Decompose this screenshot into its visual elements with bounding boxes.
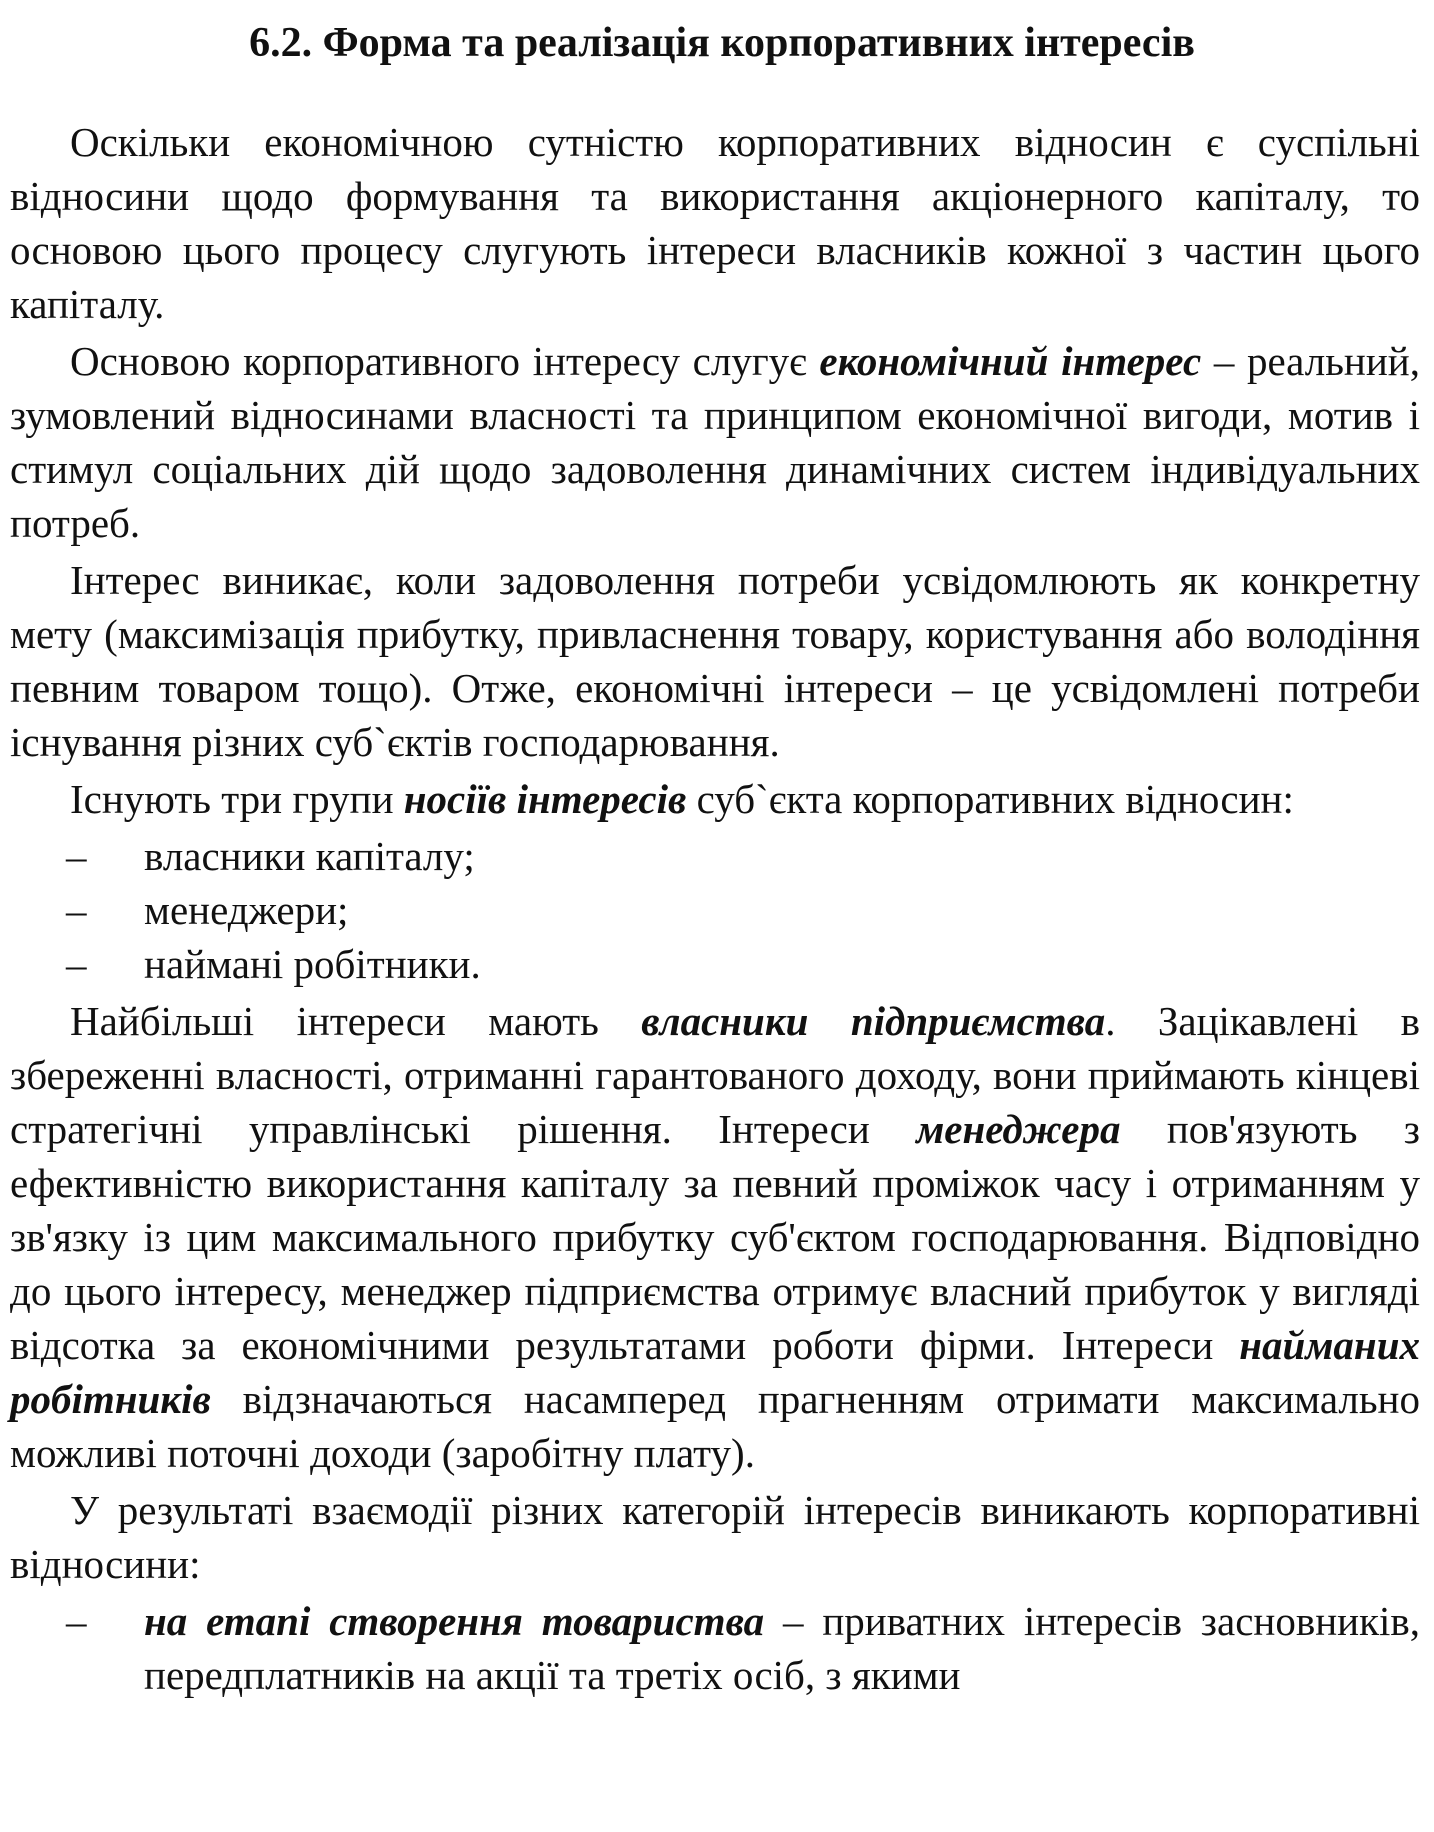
list-item: [10, 1594, 1420, 1702]
term-enterprise-owners: власники підприємства: [641, 998, 1106, 1044]
list-item-text: власники капіталу;: [144, 833, 475, 879]
paragraph-4-text-end: суб`єкта корпоративних відносин:: [686, 776, 1294, 822]
list-dash: –: [66, 887, 87, 933]
paragraph-4-text: Існують три групи: [70, 776, 404, 822]
list-dash: –: [66, 1598, 87, 1644]
document-page: [10, 18, 1420, 1705]
paragraph-6: У результаті взаємодії різних категорій інтересів виникають корпоративні відносини:: [10, 1487, 1420, 1587]
term-creation-stage: на етапі створення товариства: [144, 1598, 765, 1644]
term-manager: менеджера: [916, 1106, 1121, 1152]
paragraph-2: [10, 334, 1420, 550]
term-hired-workers: найманих робітників: [10, 1322, 1420, 1422]
list-item: [10, 829, 1420, 883]
list-item: [10, 937, 1420, 991]
paragraph-2-text-end: – реальний, зумовлений відносинами власності та принципом економічної вигоди, мотив і стимул соціальних дій щодо задоволення динамічних систем індивідуальних потреб.: [10, 338, 1420, 546]
paragraph-5-text-3: пов'язують з ефективністю використання капіталу за певний проміжок часу і отриманням у зв'язку із цим максимального прибутку суб'єктом господарювання. Відповідно до цього інтересу, менеджер підприємства отримує власний прибуток у вигляді відсотка за економічними результатами роботи фірми. Інтереси: [10, 1106, 1420, 1368]
paragraph-5-text: Найбільші інтереси мають: [70, 998, 642, 1044]
paragraph-5-text-2: . Зацікавлені в збереженні власності, отриманні гарантованого доходу, вони приймають кінцеві стратегічні управлінські рішення. Інтереси: [10, 998, 1420, 1152]
list-item-text: менеджери;: [144, 887, 349, 933]
list-item-text: наймані робітники.: [144, 941, 481, 987]
paragraph-5-text-4: відзначаються насамперед прагненням отримати максимально можливі поточні доходи (заробітну плату).: [10, 1376, 1420, 1476]
paragraph-1: Оскільки економічною сутністю корпоративних відносин є суспільні відносини щодо формування та використання акціонерного капіталу, то основою цього процесу слугують інтереси власників кожної з частин цього капіталу.: [10, 119, 1420, 327]
corporate-relations-list: [10, 1594, 1420, 1702]
term-interest-holders: носіїв інтересів: [403, 776, 687, 822]
interest-holders-list: [10, 829, 1420, 991]
term-economic-interest: економічний інтерес: [819, 338, 1202, 384]
paragraph-5: [10, 994, 1420, 1480]
paragraph-2-text: Основою корпоративного інтересу слугує: [70, 338, 820, 384]
list-dash: –: [66, 833, 87, 879]
list-item: [10, 883, 1420, 937]
paragraph-3: Інтерес виникає, коли задоволення потреби усвідомлюють як конкретну мету (максимізація прибутку, привласнення товару, користування або володіння певним товаром тощо). Отже, економічні інтереси – це усвідомлені потреби існування різних суб`єктів господарювання.: [10, 557, 1420, 765]
list-dash: –: [66, 941, 87, 987]
paragraph-4: [10, 772, 1420, 826]
list-item-text: – приватних інтересів засновників, передплатників на акції та третіх осіб, з якими: [144, 1598, 1420, 1698]
section-heading: 6.2. Форма та реалізація корпоративних інтересів: [249, 20, 1195, 66]
